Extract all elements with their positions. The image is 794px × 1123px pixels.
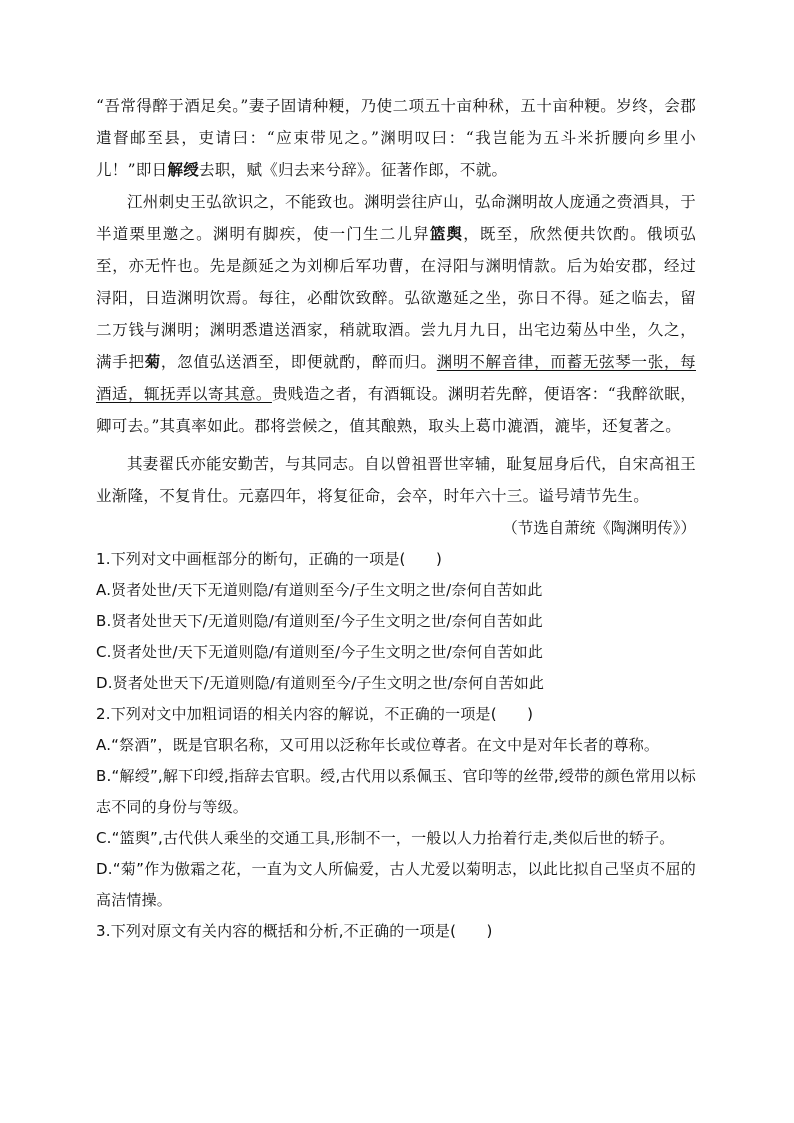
question-1-option-d: D.贤者处世天下/无道则隐/有道则至今/子生文明之世/奈何自苦如此 <box>96 674 545 692</box>
question-3: 3.下列对原文有关内容的概括和分析,不正确的一项是( ) <box>96 922 493 940</box>
bold-term-lanyu: 篮舆 <box>429 224 464 243</box>
passage-source: （节选自萧统《陶渊明传》） <box>502 519 696 537</box>
passage-text: 贵贱造之者，有酒辄设。渊明若先醉，便语客：“我醉欲眠，卿可去。”其真率如此。郡将尝候之，值其酿熟，取头上葛巾漉酒，漉毕，还复著之。 <box>96 385 696 435</box>
passage-text: ，忽值弘送酒至，即便就酌，醉而归。 <box>160 353 437 371</box>
bold-term-ju: 菊 <box>144 352 161 371</box>
question-2-option-c: C.“篮舆”,古代供人乘坐的交通工具,形制不一，一般以人力抬着行走,类似后世的轿子。 <box>96 829 675 847</box>
question-2-option-a: A.“祭酒”，既是官职名称，又可用以泛称年长或位尊者。在文中是对年长者的尊称。 <box>96 736 660 754</box>
passage-text: 去职，赋《归去来兮辞》。征著作郎，不就。 <box>199 161 508 179</box>
question-1-option-c: C.贤者处世/天下无道则隐/有道则至/今子生文明之世/奈何自苦如此 <box>96 643 544 661</box>
passage-paragraph-1 <box>96 90 696 186</box>
document-content <box>96 90 696 947</box>
question-2-option-d: D.“菊”作为傲霜之花，一直为文人所偏爱，古人尤爱以菊明志，以此比拟自己坚贞不屈的高洁情操。 <box>96 860 696 909</box>
passage-paragraph-3: 其妻翟氏亦能安勤苦，与其同志。自以曾祖晋世宰辅，耻复屈身后代，自宋高祖王业渐隆，不复肯仕。元嘉四年，将复征命，会卒，时年六十三。谥号靖节先生。 <box>96 455 696 505</box>
question-1: 1.下列对文中画框部分的断句，正确的一项是( ) <box>96 550 443 568</box>
passage-text: “吾常得醉于酒足矣。”妻子固请种粳，乃使二项五十亩种秫，五十亩种粳。岁终，会郡遣督邮至县，吏请曰：“应束带见之。”渊明叹曰：“我岂能为五斗米折腰向乡里小儿！”即日 <box>96 97 696 179</box>
bold-term-jieshou: 解绶 <box>167 160 200 179</box>
passage-text: ，既至，欣然便共饮酌。俄顷弘至，亦无忤也。先是颜延之为刘柳后军功曹，在浔阳与渊明情款。后为始安郡，经过浔阳，日造渊明饮焉。每往，必酣饮致醉。弘欲邀延之坐，弥日不得。延之临去，留二万钱与渊明；渊明悉遣送酒家，稍就取酒。尝九月九日，出宅边菊丛中坐，久之，满手把 <box>96 225 696 371</box>
question-1-option-b: B.贤者处世天下/无道则隐/有道则至/今子生文明之世/奈何自苦如此 <box>96 612 543 630</box>
passage-paragraph-2 <box>96 186 696 442</box>
question-2-option-b: B.“解绶”,解下印绶,指辞去官职。绶,古代用以系佩玉、官印等的丝带,绶带的颜色常用以标志不同的身份与等级。 <box>96 767 696 816</box>
underlined-sentence: 渊明不解音律，而蓄无弦琴一张，每酒适，辄抚弄以寄其意。 <box>96 353 696 403</box>
question-2: 2.下列对文中加粗词语的相关内容的解说，不正确的一项是( ) <box>96 705 534 723</box>
passage-text: 江州刺史王弘欲识之，不能致也。渊明尝往庐山，弘命渊明故人庞通之赍酒具，于半道栗里邀之。渊明有脚疾，使一门生二儿舁 <box>96 193 696 243</box>
question-1-option-a: A.贤者处世/天下无道则隐/有道则至今/子生文明之世/奈何自苦如此 <box>96 581 543 599</box>
